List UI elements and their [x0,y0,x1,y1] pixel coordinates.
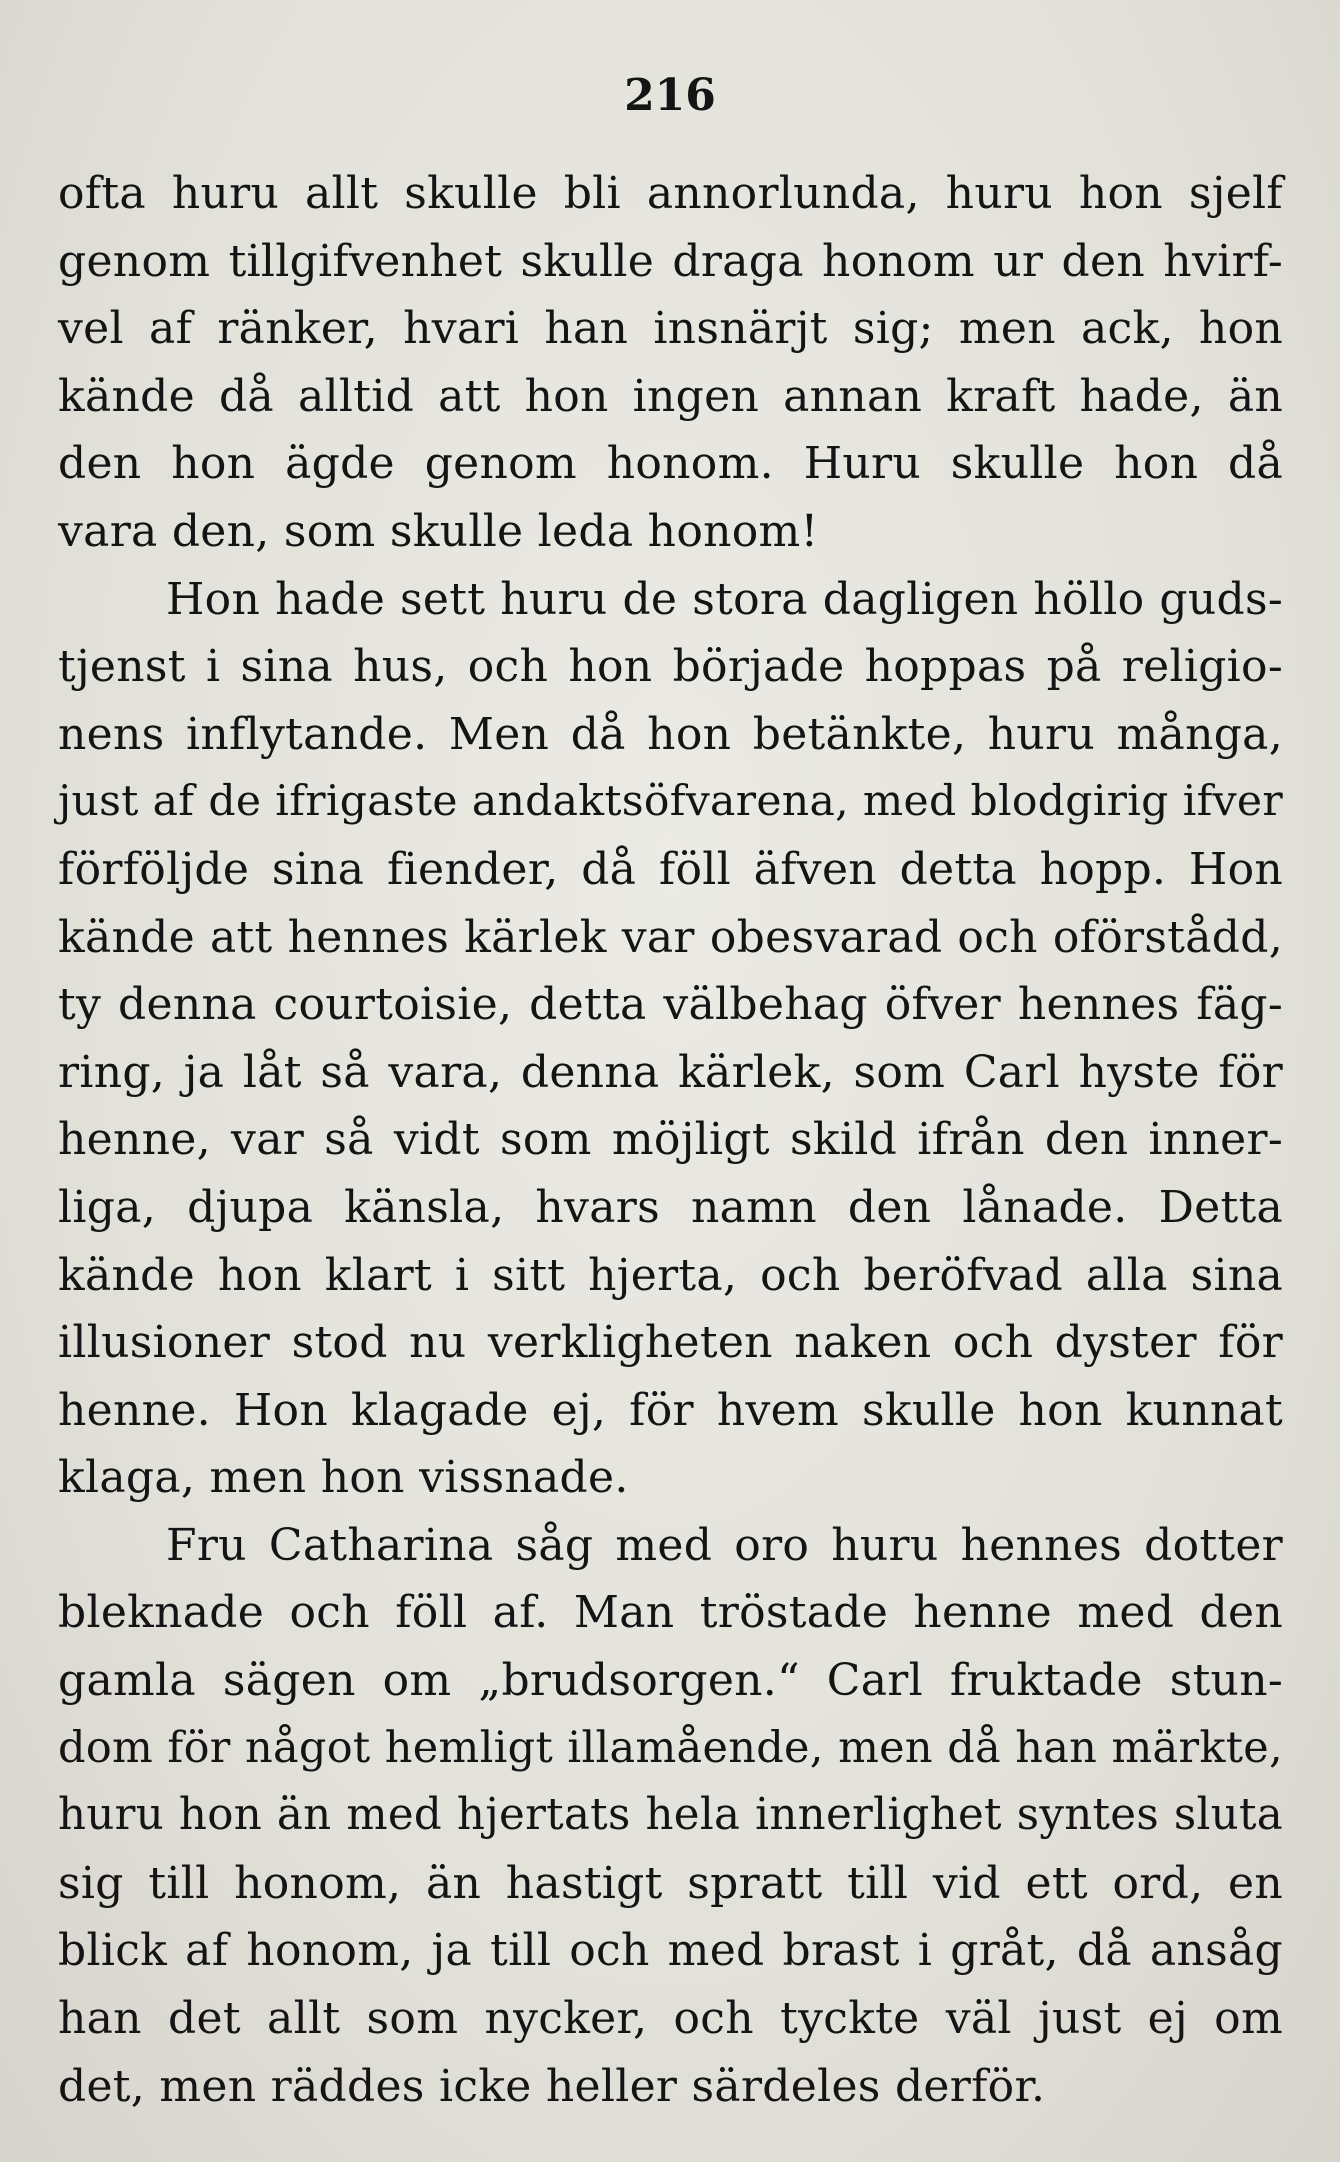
text-line: tjenst i sina hus, och hon började hoppas på religio- [58,641,1283,693]
text-line: liga, djupa känsla, hvars namn den lånade. Detta [58,1181,1283,1233]
text-line: han det allt som nycker, och tyckte väl just ej om [58,1993,1283,2045]
text-line: kände då alltid att hon ingen annan kraft hade, än [58,370,1283,422]
text-line: nens inflytande. Men då hon betänkte, huru många, [58,708,1283,760]
text-line: illusioner stod nu verkligheten naken och dyster för [58,1317,1283,1369]
text-line: förföljde sina fiender, då föll äfven detta hopp. Hon [58,843,1283,895]
text-line: vara den, som skulle leda honom! [58,505,819,557]
paragraph-first-line: Hon hade sett huru de stora dagligen höllo guds- [166,573,1283,625]
page-number: 216 [624,70,716,121]
text-line: dom för något hemligt illamående, men då han märkte, [58,1722,1283,1773]
text-line: bleknade och föll af. Man tröstade henne med den [58,1587,1283,1639]
text-line: ring, ja låt så vara, denna kärlek, som Carl hyste för [58,1046,1283,1098]
text-line: det, men räddes icke heller särdeles derför. [58,2060,1046,2112]
text-line: ty denna courtoisie, detta välbehag öfver hennes fäg- [58,979,1283,1031]
text-line: blick af honom, ja till och med brast i gråt, då ansåg [58,1925,1283,1977]
text-line: sig till honom, än hastigt spratt till vid ett ord, en [58,1857,1283,1909]
page-body-text [58,160,1283,2120]
text-line: gamla sägen om „brudsorgen.“ Carl fruktade stun- [58,1655,1283,1707]
text-line: kände hon klart i sitt hjerta, och beröfvad alla sina [58,1249,1283,1301]
text-line: klaga, men hon vissnade. [58,1452,629,1504]
text-line: henne, var så vidt som möjligt skild ifrån den inner- [58,1114,1283,1166]
text-line: genom tillgifvenhet skulle draga honom ur den hvirf- [58,235,1283,287]
paragraph-first-line: Fru Catharina såg med oro huru hennes dotter [166,1519,1283,1571]
text-line: den hon ägde genom honom. Huru skulle hon då [58,438,1283,490]
text-line: henne. Hon klagade ej, för hvem skulle hon kunnat [58,1384,1283,1436]
text-line: just af de ifrigaste andaktsöfvarena, med blodgirig ifver [58,777,1283,827]
text-line: ofta huru allt skulle bli annorlunda, huru hon sjelf [58,168,1283,219]
text-line: kände att hennes kärlek var obesvarad och oförstådd, [58,911,1283,963]
text-line: huru hon än med hjertats hela innerlighet syntes sluta [58,1790,1283,1841]
text-line: vel af ränker, hvari han insnärjt sig; men ack, hon [58,303,1283,355]
